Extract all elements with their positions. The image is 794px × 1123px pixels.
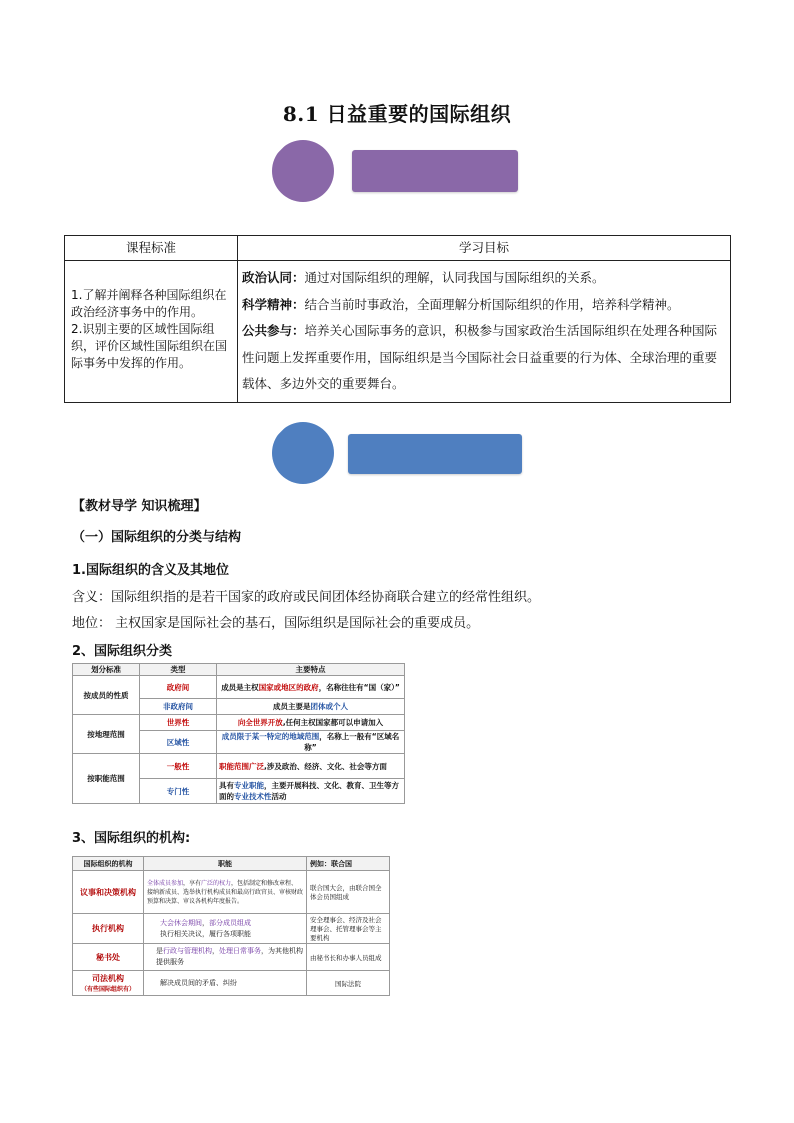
feature-cell: 成员是主权国家或地区的政府，名称往往有“国（家）” [217,676,405,699]
organ-cell: 秘书处 [73,944,144,971]
banner-bar [348,434,522,474]
col-goals-header: 学习目标 [238,236,731,261]
example-cell: 联合国大会，由联合国全体会员国组成 [307,871,390,914]
banner-circle [272,422,334,484]
page-title: 8.1 日益重要的国际组织 [282,102,512,126]
standard-item: 2.识别主要的区域性国际组织，评价区域性国际组织在国际事务中发挥的作用。 [71,322,228,370]
guide-header: 【教材导学 知识梳理】 [72,499,207,514]
header-cell: 职能 [144,857,307,871]
example-cell: 安全理事会、经济及社会理事会、托管理事会等主要机构 [307,914,390,944]
function-cell: 解决成员间的矛盾、纠纷 [144,971,307,996]
banner-circle [272,140,334,202]
organ-cell: 司法机构 （有些国际组织有） [73,971,144,996]
col-standards-header: 课程标准 [65,236,238,261]
banner-knowledge [272,422,522,484]
organ-cell: 议事和决策机构 [73,871,144,914]
feature-cell: 成员主要是团体或个人 [217,699,405,715]
header-cell: 例如：联合国 [307,857,390,871]
banner-bar [352,150,518,192]
goal-item: 政治认同：通过对国际组织的理解，认同我国与国际组织的关系。 [242,270,605,285]
feature-cell: 成员限于某一特定的地域范围，名称上一般有“区域名称” [217,731,405,754]
function-cell: 大会休会期间，部分成员组成 执行相关决议，履行各项职能 [144,914,307,944]
criterion-cell: 按地理范围 [73,715,140,754]
type-cell: 一般性 [140,754,217,779]
type-cell: 政府间 [140,676,217,699]
function-cell: 是行政与管理机构，处理日常事务，为其他机构提供服务 [144,944,307,971]
structure-table [72,856,390,996]
goal-item: 公共参与：培养关心国际事务的意识，积极参与国家政治生活国际组织在处理各种国际性问题上发挥重要作用，国际组织是当今国际社会日益重要的行为体、全球治理的重要载体、多边外交的重要舞台。 [242,323,718,391]
function-cell: 全体成员参加，享有广泛的权力，包括制定和修改章程、接纳新成员、选举执行机构成员和最高行政官员、审核财政预算和决算、审议各机构年度报告。 [144,871,307,914]
section-heading: （一）国际组织的分类与结构 [72,530,242,545]
feature-cell: 职能范围广泛,涉及政治、经济、文化、社会等方面 [217,754,405,779]
header-cell: 国际组织的机构 [73,857,144,871]
criterion-cell: 按职能范围 [73,754,140,804]
header-cell: 主要特点 [217,664,405,676]
organ-cell: 执行机构 [73,914,144,944]
standards-cell [65,261,238,403]
feature-cell: 向全世界开放,任何主权国家都可以申请加入 [217,715,405,731]
subheading-definition: 1.国际组织的含义及其地位 [72,563,229,578]
banner-learning-goals [272,140,518,202]
type-cell: 专门性 [140,779,217,804]
subheading-structure: 3、国际组织的机构: [72,831,191,846]
subheading-classification: 2、国际组织分类 [72,644,173,659]
goals-cell [238,261,731,403]
goal-item: 科学精神：结合当前时事政治，全面理解分析国际组织的作用，培养科学精神。 [242,296,680,312]
example-cell: 由秘书长和办事人员组成 [307,944,390,971]
feature-cell: 具有专业职能，主要开展科技、文化、教育、卫生等方面的专业技术性活动 [217,779,405,804]
position-line: 地位： 主权国家是国际社会的基石，国际组织是国际社会的重要成员。 [72,616,480,631]
type-cell: 区域性 [140,731,217,754]
header-cell: 类型 [140,664,217,676]
type-cell: 非政府间 [140,699,217,715]
criterion-cell: 按成员的性质 [73,676,140,715]
standard-item: 1.了解并阐释各种国际组织在政治经济事务中的作用。 [71,288,227,319]
classification-table [72,663,405,804]
header-cell: 划分标准 [73,664,140,676]
objectives-table [64,235,731,403]
example-cell: 国际法院 [307,971,390,996]
definition-line: 含义：国际组织指的是若干国家的政府或民间团体经协商联合建立的经常性组织。 [72,590,541,605]
type-cell: 世界性 [140,715,217,731]
